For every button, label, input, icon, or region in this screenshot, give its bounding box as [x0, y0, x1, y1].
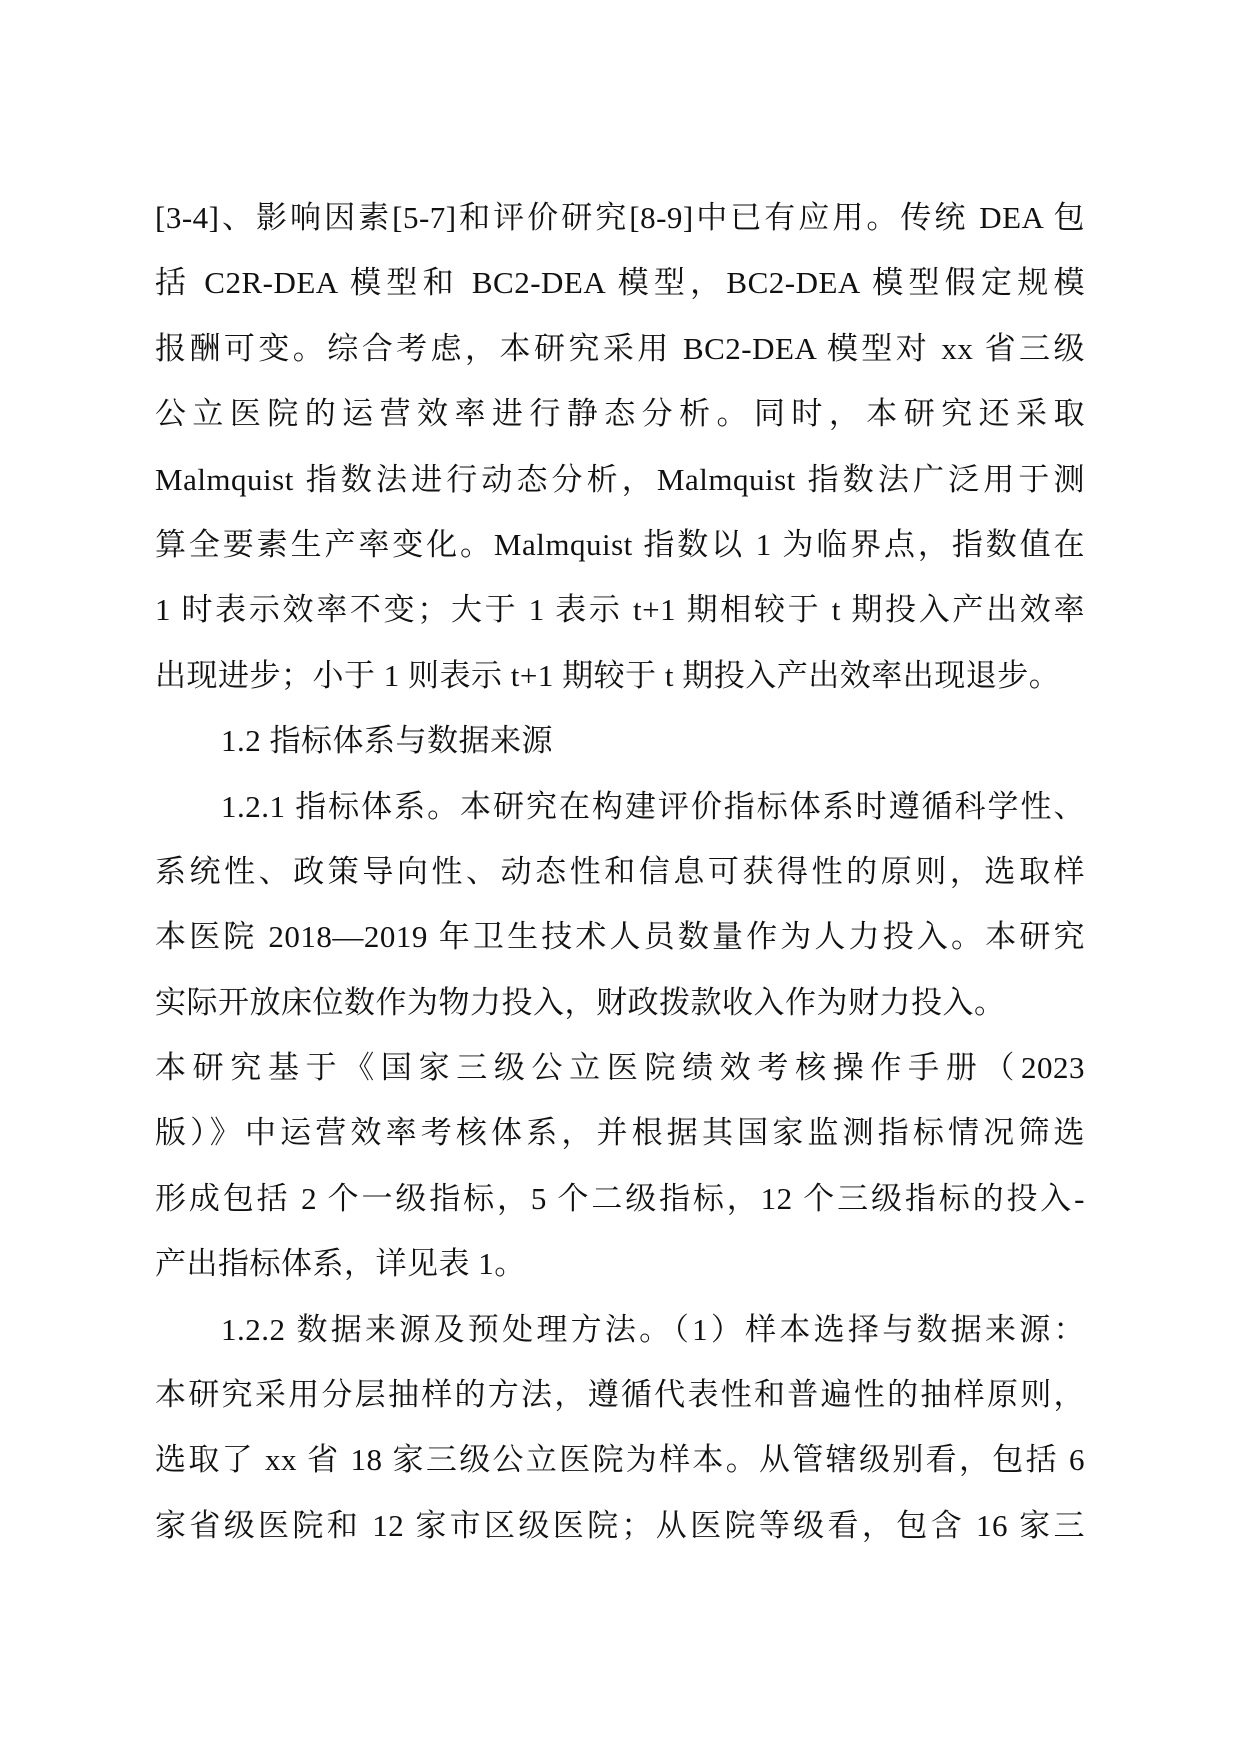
text-line-13: 实际开放床位数作为物力投入，财政拨款收入作为财力投入。 [155, 984, 1006, 1020]
text-line-15: 版）》中运营效率考核体系，并根据其国家监测指标情况筛选 [155, 1115, 1085, 1151]
text-line-17: 产出指标体系，详见表 1。 [155, 1246, 526, 1282]
text-line-1: [3-4]、影响因素[5-7]和评价研究[8-9]中已有应用。传统 DEA 包 [155, 200, 1085, 235]
text-line-5: Malmquist 指数法进行动态分析，Malmquist 指数法广泛用于测 [155, 461, 1085, 497]
body-text [155, 185, 1085, 1558]
text-line-4: 公立医院的运营效率进行静态分析。同时，本研究还采取 [155, 396, 1085, 432]
text-line-7: 1 时表示效率不变；大于 1 表示 t+1 期相较于 t 期投入产出效率 [155, 592, 1085, 628]
text-line-18: 1.2.2 数据来源及预处理方法。（1）样本选择与数据来源： [221, 1311, 1085, 1347]
text-line-2: 括 C2R-DEA 模型和 BC2-DEA 模型，BC2-DEA 模型假定规模 [155, 265, 1085, 301]
text-line-16: 形成包括 2 个一级指标，5 个二级指标，12 个三级指标的投入- [155, 1180, 1085, 1216]
text-line-21: 家省级医院和 12 家市区级医院；从医院等级看，包含 16 家三 [155, 1507, 1085, 1543]
text-line-12: 本医院 2018—2019 年卫生技术人员数量作为人力投入。本研究 [155, 919, 1085, 955]
text-line-8: 出现进步；小于 1 则表示 t+1 期较于 t 期投入产出效率出现退步。 [155, 657, 1061, 693]
text-line-14: 本研究基于《国家三级公立医院绩效考核操作手册（2023 [155, 1050, 1085, 1086]
text-line-3: 报酬可变。综合考虑，本研究采用 BC2-DEA 模型对 xx 省三级 [155, 330, 1085, 366]
text-line-11: 系统性、政策导向性、动态性和信息可获得性的原则，选取样 [155, 853, 1085, 889]
text-line-10: 1.2.1 指标体系。本研究在构建评价指标体系时遵循科学性、 [221, 788, 1085, 824]
section-heading-1-2: 1.2 指标体系与数据来源 [221, 723, 553, 759]
text-line-6: 算全要素生产率变化。Malmquist 指数以 1 为临界点，指数值在 [155, 526, 1085, 562]
text-line-19: 本研究采用分层抽样的方法，遵循代表性和普遍性的抽样原则， [155, 1377, 1085, 1413]
text-line-20: 选取了 xx 省 18 家三级公立医院为样本。从管辖级别看，包括 6 [155, 1442, 1085, 1478]
